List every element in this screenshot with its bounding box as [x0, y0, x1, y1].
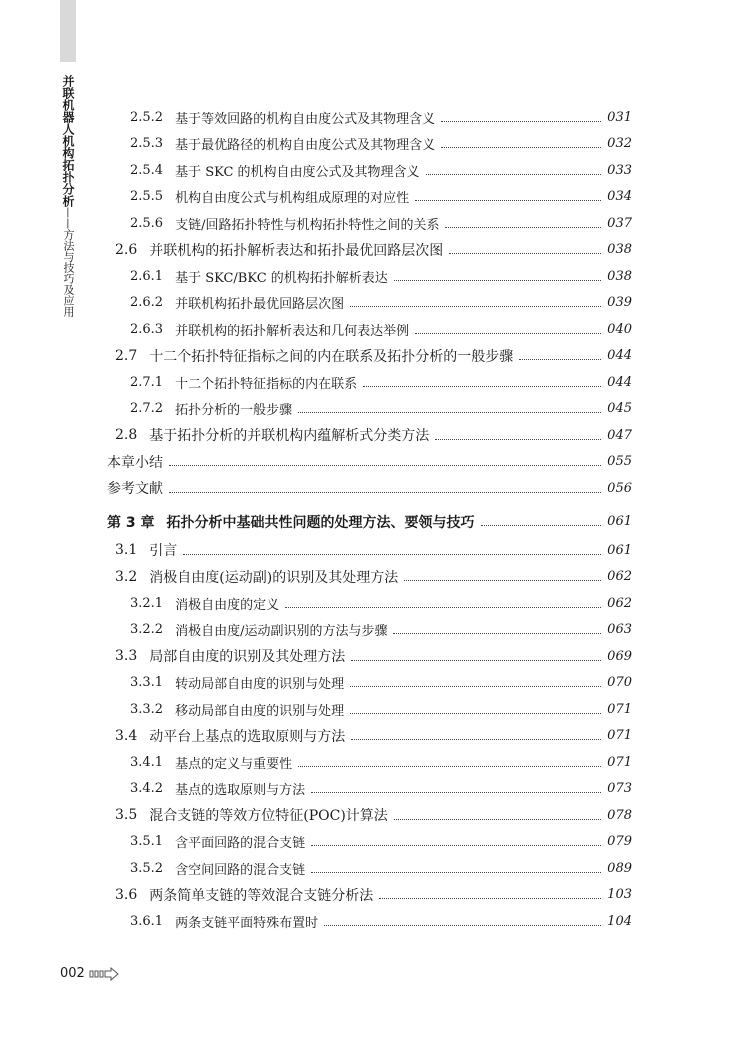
toc-leader: [519, 359, 601, 360]
toc-leader: [351, 660, 601, 661]
toc-entry[interactable]: [115, 424, 632, 446]
toc-page: 070: [607, 675, 632, 690]
toc-entry[interactable]: [130, 212, 632, 234]
toc-entry[interactable]: [130, 371, 632, 393]
toc-page: 063: [607, 622, 632, 637]
toc-leader: [350, 686, 601, 687]
toc-entry[interactable]: [115, 239, 632, 261]
toc-leader: [298, 412, 601, 413]
toc-entry[interactable]: [130, 292, 632, 314]
toc-entry[interactable]: [115, 539, 632, 561]
toc-page: 071: [607, 728, 632, 743]
toc-title: 基于最优路径的机构自由度公式及其物理含义: [175, 138, 436, 153]
toc-chapter[interactable]: [107, 511, 632, 533]
toc-number: 2.7.2: [130, 401, 164, 416]
toc-title: 两条支链平面特殊布置时: [175, 915, 319, 931]
toc-title: 消极自由度的定义: [175, 597, 280, 613]
toc-title: 局部自由度的识别及其处理方法: [149, 649, 346, 665]
toc-number: 3.6: [115, 886, 138, 903]
toc-number: 2.5.3: [130, 136, 164, 151]
toc-page: 033: [607, 162, 632, 178]
toc-number: 2.6.2: [130, 295, 164, 310]
toc-leader: [285, 607, 601, 608]
toc-leader: [441, 121, 601, 122]
toc-leader: [350, 306, 601, 307]
toc-title: 基于 SKC 的机构自由度公式及其物理含义: [175, 164, 420, 180]
toc-title: 含空间回路的混合支链: [175, 862, 306, 878]
side-band: [60, 0, 76, 62]
toc-leader: [311, 845, 601, 846]
toc-number: 3.5.2: [130, 860, 164, 876]
toc-title: 混合支链的等效方位特征(POC)计算法: [149, 808, 388, 824]
toc-number: 2.5.6: [130, 215, 164, 231]
toc-page: 037: [607, 215, 632, 231]
toc-leader: [298, 766, 601, 767]
toc-leader: [183, 554, 601, 555]
toc-title: 动平台上基点的选取原则与方法: [149, 728, 346, 745]
toc-leader: [311, 872, 601, 873]
toc-page: 040: [607, 321, 632, 337]
side-book-title: [60, 75, 76, 317]
toc-leader: [394, 280, 601, 281]
side-main-title: 并联机器人机构拓扑分析: [61, 75, 75, 207]
toc-leader: [324, 925, 601, 926]
toc-number: 2.7: [115, 347, 138, 364]
toc-title: 含平面回路的混合支链: [175, 836, 306, 851]
toc-leader: [415, 333, 601, 334]
toc-title: 转动局部自由度的识别与处理: [175, 677, 345, 692]
toc-number: 3.2.2: [130, 622, 164, 637]
toc-title: 本章小结: [107, 454, 163, 471]
toc-page: 031: [607, 109, 632, 125]
toc-title: 基于拓扑分析的并联机构内蕴解析式分类方法: [149, 428, 430, 444]
toc-page: 069: [607, 648, 632, 664]
toc-entry[interactable]: [115, 884, 632, 906]
toc-title: 并联机构的拓扑解析表达和拓扑最优回路层次图: [149, 242, 444, 259]
toc-entry[interactable]: [130, 619, 632, 641]
toc-leader: [350, 713, 601, 714]
toc-number: 3.4.2: [130, 781, 164, 796]
toc-entry[interactable]: [130, 592, 632, 614]
toc-leader: [351, 739, 601, 740]
toc-entry[interactable]: [130, 910, 632, 932]
toc-entry[interactable]: [130, 159, 632, 181]
toc-leader: [363, 386, 601, 387]
toc-title: 拓扑分析的一般步骤: [175, 403, 293, 418]
toc-leader: [441, 147, 601, 148]
toc-entry[interactable]: [130, 186, 632, 208]
toc-page: 089: [607, 860, 632, 876]
toc-title: 并联机构的拓扑解析表达和几何表达举例: [175, 323, 410, 339]
toc-page: 039: [607, 295, 632, 310]
toc-entry[interactable]: [115, 804, 632, 826]
toc-leader: [169, 492, 601, 493]
toc-number: 3.3.1: [130, 675, 164, 690]
toc-number: 3.3: [115, 648, 138, 664]
toc-title: 引言: [149, 543, 178, 559]
toc-number: 3.4.1: [130, 754, 164, 770]
toc-number: 3.3.2: [130, 701, 164, 717]
toc-title: 基于 SKC/BKC 的机构拓扑解析表达: [175, 270, 388, 286]
toc-entry[interactable]: [107, 451, 632, 473]
toc-title: 机构自由度公式与机构组成原理的对应性: [175, 191, 410, 206]
toc-page: 044: [607, 348, 632, 363]
toc-number: 2.5.2: [130, 109, 164, 125]
toc-page: 073: [607, 781, 632, 796]
toc-number: 3.2.1: [130, 595, 164, 611]
toc-title: 十二个拓扑特征指标的内在联系: [175, 376, 358, 392]
toc-number: 2.5.5: [130, 189, 164, 204]
toc-title: 消极自由度/运动副识别的方法与步骤: [175, 624, 388, 639]
toc-page: 056: [607, 480, 632, 496]
toc-number: 3.4: [115, 727, 138, 744]
toc-number: 3.2: [115, 568, 138, 585]
toc-number: 3.6.1: [130, 913, 164, 929]
toc-leader: [445, 227, 601, 228]
toc-entry[interactable]: [130, 778, 632, 800]
toc-title: 两条简单支链的等效混合支链分析法: [149, 887, 374, 904]
toc-number: 3.5: [115, 807, 138, 823]
toc-number: 2.8: [115, 427, 138, 443]
toc-page: 078: [607, 807, 632, 823]
toc-number: 2.6.3: [130, 321, 164, 337]
toc-entry[interactable]: [115, 566, 632, 588]
toc-title: 十二个拓扑特征指标之间的内在联系及拓扑分析的一般步骤: [149, 348, 514, 365]
toc-number: 第 3 章: [107, 514, 155, 531]
toc-leader: [481, 525, 602, 526]
toc-page: 071: [607, 754, 632, 770]
footer: [60, 966, 119, 981]
toc-leader: [393, 633, 601, 634]
toc-page: 045: [607, 401, 632, 416]
toc-leader: [394, 819, 601, 820]
toc-title: 基于等效回路的机构自由度公式及其物理含义: [175, 111, 436, 127]
toc-title: 基点的选取原则与方法: [175, 783, 306, 798]
toc-number: 2.6: [115, 241, 138, 258]
toc-title: 参考文献: [107, 481, 163, 497]
toc-leader: [435, 439, 601, 440]
toc-entry[interactable]: [115, 645, 632, 667]
toc-page: 071: [607, 701, 632, 717]
toc-entry[interactable]: [115, 345, 632, 367]
toc-number: 2.7.1: [130, 374, 164, 390]
toc-leader: [379, 898, 601, 899]
toc-entry[interactable]: [130, 398, 632, 420]
toc-page: 047: [607, 427, 632, 443]
toc-number: 2.6.1: [130, 268, 164, 284]
toc-title: 基点的定义与重要性: [175, 756, 293, 772]
toc-entry[interactable]: [130, 857, 632, 879]
side-subtitle: ——方法与技巧及应用: [62, 207, 75, 317]
toc-title: 消极自由度(运动副)的识别及其处理方法: [149, 569, 399, 586]
toc-entry[interactable]: [130, 106, 632, 128]
toc-entry[interactable]: [115, 725, 632, 747]
toc-page: 061: [607, 514, 632, 529]
toc-entry[interactable]: [130, 318, 632, 340]
toc-entry[interactable]: [130, 265, 632, 287]
toc-leader: [426, 174, 602, 175]
toc-page: 062: [607, 569, 632, 584]
arrow-icon: [89, 967, 119, 981]
toc-page: 104: [607, 913, 632, 929]
toc-page: 061: [607, 542, 632, 558]
toc-entry[interactable]: [130, 672, 632, 694]
toc-number: 3.1: [115, 542, 138, 558]
toc-page: 038: [607, 242, 632, 257]
toc-leader: [404, 580, 601, 581]
toc-page: 103: [607, 887, 632, 902]
toc-entry[interactable]: [107, 477, 632, 499]
toc-page: 062: [607, 595, 632, 611]
toc-number: 2.5.4: [130, 162, 164, 178]
toc-leader: [415, 200, 601, 201]
toc-title: 拓扑分析中基础共性问题的处理方法、要领与技巧: [166, 514, 475, 531]
toc-leader: [449, 253, 601, 254]
toc-page: 034: [607, 189, 632, 204]
toc-page: 055: [607, 454, 632, 469]
toc-leader: [311, 792, 601, 793]
page-number: 002: [60, 966, 85, 981]
toc-entry[interactable]: [130, 698, 632, 720]
toc-page: 032: [607, 136, 632, 151]
toc-entry[interactable]: [130, 831, 632, 853]
toc-page: 044: [607, 374, 632, 390]
toc-entry[interactable]: [130, 751, 632, 773]
toc-page: 079: [607, 834, 632, 849]
toc-title: 并联机构拓扑最优回路层次图: [175, 297, 345, 312]
toc-page: 038: [607, 268, 632, 284]
toc-entry[interactable]: [130, 133, 632, 155]
toc-number: 3.5.1: [130, 834, 164, 849]
toc-title: 支链/回路拓扑特性与机构拓扑特性之间的关系: [175, 217, 440, 233]
toc-title: 移动局部自由度的识别与处理: [175, 703, 345, 719]
toc-leader: [169, 465, 601, 466]
